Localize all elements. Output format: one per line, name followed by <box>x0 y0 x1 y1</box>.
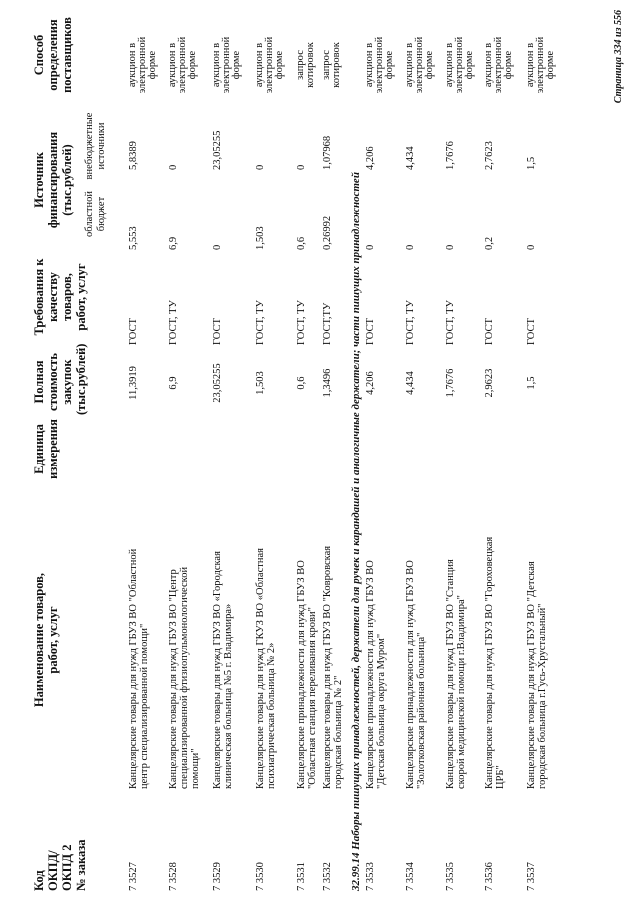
header-requirements: Требования к качеству товаров, работ, услуг <box>32 258 88 336</box>
row-code: 7 3532 <box>322 862 333 891</box>
row-regional: 0,6 <box>296 236 307 250</box>
row-external: 4,434 <box>405 146 416 170</box>
row-external: 23,05255 <box>212 130 223 170</box>
row-regional: 0 <box>445 244 456 250</box>
row-method: аукцион в электронной форме <box>211 36 242 94</box>
row-external: 0 <box>255 164 266 170</box>
row-total: 4,434 <box>405 371 416 395</box>
row-regional: 1,503 <box>255 226 266 250</box>
row-name: Канцелярские товары для нужд ГБУЗ ВО «Городская клиническая больница №5 г. Владимира» <box>212 551 234 789</box>
row-regional: 0 <box>526 244 537 250</box>
row-requirements: ГОСТ <box>484 318 495 345</box>
row-requirements: ГОСТ, ТУ <box>255 300 266 345</box>
row-total: 1,3496 <box>322 368 333 398</box>
row-total: 23,05255 <box>212 363 223 403</box>
row-external: 1,7676 <box>445 141 456 170</box>
row-method: аукцион в электронной форме <box>167 36 198 94</box>
row-method: аукцион в электронной форме <box>127 36 158 94</box>
row-total: 6,9 <box>168 376 179 390</box>
row-name: Канцелярские товары для нужд ГБУЗ ВО "Гороховецкая ЦРБ" <box>484 536 506 789</box>
row-name: Канцелярские товары для нужд ГКУЗ ВО «Областная психиатрическая больница № 2» <box>255 548 277 789</box>
row-method: аукцион в электронной форме <box>483 36 514 94</box>
row-regional: 5,553 <box>128 226 139 250</box>
row-name: Канцелярские товары для нужд ГБУЗ ВО "Станция скорой медицинской помощи г.Владимира" <box>445 559 467 789</box>
row-method: запрос котировок <box>295 42 316 88</box>
row-code: 7 3534 <box>405 862 416 891</box>
header-source-external: внебюджетные источники <box>84 112 107 180</box>
row-name: Канцелярские принадлежности для нужд ГБУЗ ВО "Золотковская районная больница" <box>405 560 427 789</box>
row-total: 1,5 <box>526 376 537 390</box>
row-regional: 0 <box>365 244 376 250</box>
row-code: 7 3535 <box>445 862 456 891</box>
row-code: 7 3530 <box>255 862 266 891</box>
row-regional: 0,2 <box>484 236 495 250</box>
row-total: 1,7676 <box>445 368 456 398</box>
header-unit: Единица измерения <box>32 419 60 479</box>
row-code: 7 3529 <box>212 862 223 891</box>
row-requirements: ГОСТ, ТУ <box>296 300 307 345</box>
header-method: Способ определения поставщиков <box>32 17 74 93</box>
row-name: Канцелярские принадлежности для нужд ГБУЗ ВО "Детская больница округа Муром" <box>365 560 387 789</box>
row-regional: 0 <box>212 244 223 250</box>
row-method: запрос котировок <box>321 42 342 88</box>
row-total: 2,9623 <box>484 368 495 398</box>
row-code: 7 3537 <box>526 862 537 891</box>
row-external: 4,206 <box>365 146 376 170</box>
row-external: 2,7623 <box>484 141 495 170</box>
header-code: Код ОКПД/ ОКПД 2 № заказа <box>32 839 88 891</box>
row-code: 7 3527 <box>128 862 139 891</box>
header-source-regional: областной бюджет <box>84 191 107 237</box>
header-total: Полная стоимость закупок (тыс.рублей) <box>32 343 88 415</box>
row-code: 7 3531 <box>296 862 307 891</box>
page-footer: Страница 334 из 556 <box>613 10 624 104</box>
row-external: 5,8389 <box>128 141 139 170</box>
row-requirements: ГОСТ, ТУ <box>405 300 416 345</box>
row-name: Канцелярские принадлежности для нужд ГБУЗ ВО "Областная станция переливания крови" <box>296 560 318 789</box>
row-requirements: ГОСТ <box>212 318 223 345</box>
row-code: 7 3528 <box>168 862 179 891</box>
group-code: 32.99.14 <box>350 852 362 891</box>
row-external: 1,07968 <box>322 135 333 170</box>
header-name: Наименование товаров, работ, услуг <box>32 572 60 708</box>
row-name: Канцелярские товары для нужд ГБУЗ ВО "Областной центр специализированной помощи" <box>128 548 150 789</box>
row-total: 1,503 <box>255 371 266 395</box>
row-requirements: ГОСТ, ТУ <box>168 300 179 345</box>
row-total: 11,3919 <box>128 366 139 400</box>
row-regional: 0 <box>405 244 416 250</box>
row-requirements: ГОСТ,ТУ <box>322 302 333 345</box>
group-heading <box>350 1 362 891</box>
row-total: 0,6 <box>296 376 307 390</box>
group-title: Наборы пишущих принадлежностей, держатели для ручек и карандашей и аналогичные держатели; части пишущих принадлежностей <box>350 172 362 850</box>
row-total: 4,206 <box>365 371 376 395</box>
row-method: аукцион в электронной форме <box>444 36 475 94</box>
row-method: аукцион в электронной форме <box>404 36 435 94</box>
row-external: 1,5 <box>526 156 537 170</box>
row-requirements: ГОСТ <box>365 318 376 345</box>
row-method: аукцион в электронной форме <box>525 36 556 94</box>
row-code: 7 3533 <box>365 862 376 891</box>
row-external: 0 <box>296 164 307 170</box>
row-method: аукцион в электронной форме <box>364 36 395 94</box>
row-name: Канцелярские товары для нужд ГБУЗ ВО "Детская городская больница г.Гусь-Хрустальный" <box>526 561 548 789</box>
row-regional: 6,9 <box>168 236 179 250</box>
row-code: 7 3536 <box>484 862 495 891</box>
row-requirements: ГОСТ, ТУ <box>445 300 456 345</box>
row-name: Канцелярские товары для нужд ГБУЗ ВО "Ковровская городская больница № 2" <box>322 545 344 789</box>
row-requirements: ГОСТ <box>128 318 139 345</box>
row-external: 0 <box>168 164 179 170</box>
row-requirements: ГОСТ <box>526 318 537 345</box>
row-method: аукцион в электронной форме <box>254 36 285 94</box>
row-name: Канцелярские товары для нужд ГБУЗ ВО "Центр специализированной фтизиопульмонологической помощи" <box>168 566 201 789</box>
header-source: Источник финансирования (тыс.рублей) <box>32 131 74 229</box>
row-regional: 0,26992 <box>322 215 333 250</box>
